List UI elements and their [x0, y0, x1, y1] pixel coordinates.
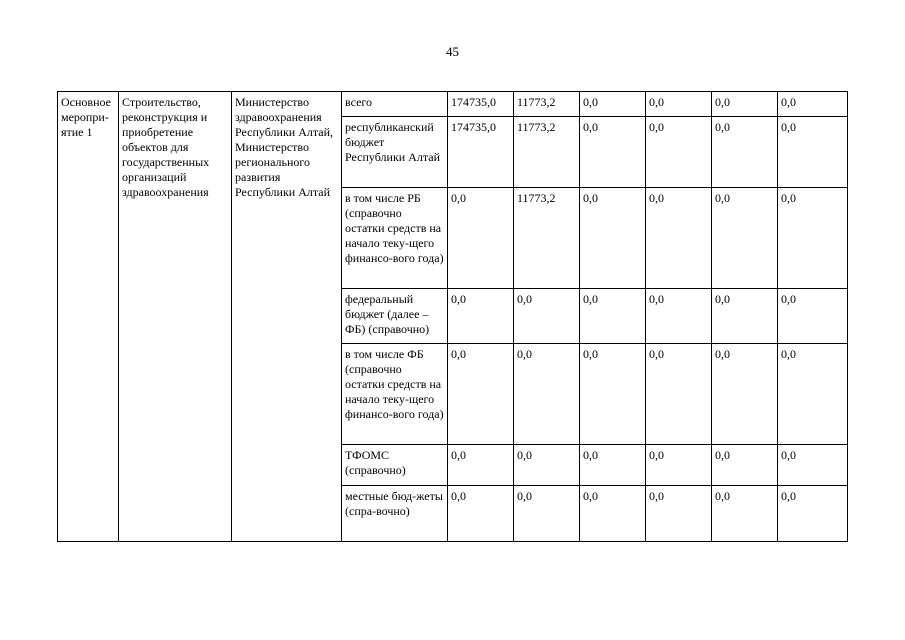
value-cell: 0,0 — [712, 344, 778, 445]
value-cell: 0,0 — [646, 188, 712, 289]
value-cell: 0,0 — [646, 486, 712, 542]
value-cell: 0,0 — [712, 188, 778, 289]
value-cell: 0,0 — [646, 445, 712, 486]
value-cell: 0,0 — [448, 344, 514, 445]
value-cell: 0,0 — [580, 289, 646, 344]
value-cell: 0,0 — [778, 445, 848, 486]
value-cell: 0,0 — [646, 289, 712, 344]
value-cell: 0,0 — [712, 92, 778, 117]
funding-source-cell: всего — [342, 92, 448, 117]
page-number: 45 — [446, 44, 459, 59]
value-cell: 174735,0 — [448, 92, 514, 117]
value-cell: 0,0 — [448, 289, 514, 344]
value-cell: 174735,0 — [448, 117, 514, 188]
value-cell: 0,0 — [448, 445, 514, 486]
funding-source-cell: федеральный бюджет (далее – ФБ) (справочно) — [342, 289, 448, 344]
table-row — [58, 92, 848, 117]
executor-cell: Министерство здравоохранения Республики Алтай, Министерство регионального развития Республики Алтай — [232, 92, 342, 542]
funding-source-cell: республиканский бюджет Республики Алтай — [342, 117, 448, 188]
value-cell: 0,0 — [712, 289, 778, 344]
value-cell: 0,0 — [514, 344, 580, 445]
value-cell: 0,0 — [580, 445, 646, 486]
value-cell: 0,0 — [778, 486, 848, 542]
value-cell: 11773,2 — [514, 188, 580, 289]
value-cell: 0,0 — [778, 188, 848, 289]
value-cell: 0,0 — [448, 188, 514, 289]
value-cell: 0,0 — [580, 486, 646, 542]
value-cell: 11773,2 — [514, 117, 580, 188]
value-cell: 0,0 — [778, 92, 848, 117]
value-cell: 0,0 — [712, 445, 778, 486]
event-cell: Основное меропри-ятие 1 — [58, 92, 119, 542]
value-cell: 0,0 — [580, 188, 646, 289]
value-cell: 0,0 — [514, 289, 580, 344]
value-cell: 0,0 — [712, 117, 778, 188]
funding-source-cell: ТФОМС (справочно) — [342, 445, 448, 486]
value-cell: 0,0 — [646, 117, 712, 188]
value-cell: 0,0 — [448, 486, 514, 542]
value-cell: 0,0 — [646, 344, 712, 445]
event-name-cell: Строительство, реконструкция и приобретение объектов для государственных организаций здравоохранения — [119, 92, 232, 542]
value-cell: 0,0 — [646, 92, 712, 117]
value-cell: 0,0 — [580, 92, 646, 117]
value-cell: 0,0 — [778, 117, 848, 188]
value-cell: 0,0 — [712, 486, 778, 542]
value-cell: 11773,2 — [514, 92, 580, 117]
funding-source-cell: в том числе ФБ (справочно остатки средств на начало теку-щего финансо-вого года) — [342, 344, 448, 445]
funding-table — [57, 91, 848, 542]
funding-source-cell: в том числе РБ (справочно остатки средств на начало теку-щего финансо-вого года) — [342, 188, 448, 289]
value-cell: 0,0 — [580, 344, 646, 445]
value-cell: 0,0 — [580, 117, 646, 188]
value-cell: 0,0 — [778, 289, 848, 344]
value-cell: 0,0 — [778, 344, 848, 445]
value-cell: 0,0 — [514, 486, 580, 542]
value-cell: 0,0 — [514, 445, 580, 486]
funding-source-cell: местные бюд-жеты (спра-вочно) — [342, 486, 448, 542]
